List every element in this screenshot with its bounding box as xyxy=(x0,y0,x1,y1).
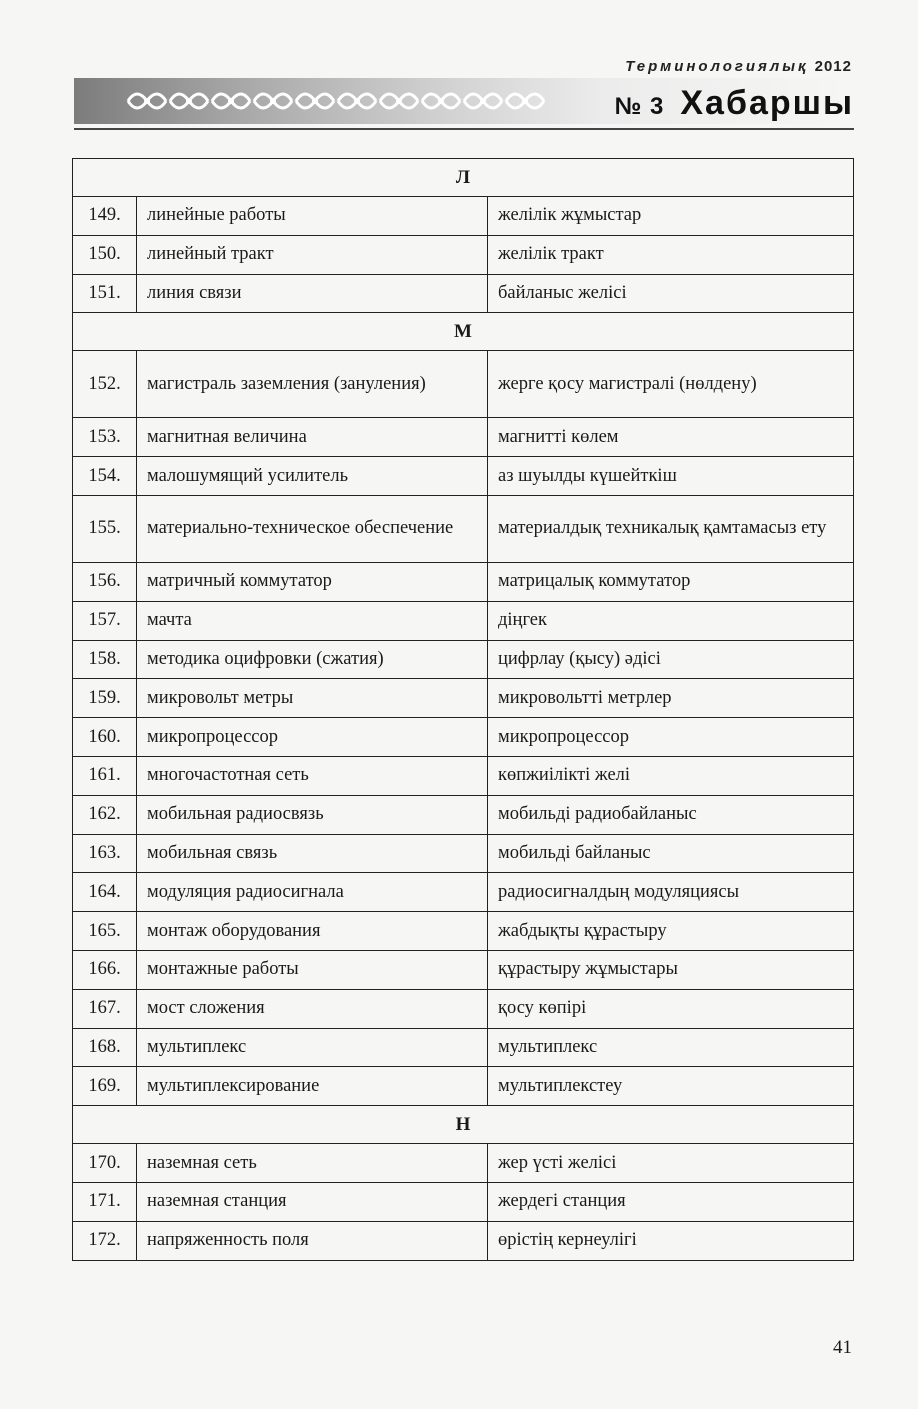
section-letter: Н xyxy=(73,1106,854,1144)
term-kazakh: матрицалық коммутатор xyxy=(488,562,854,601)
page-number: 41 xyxy=(833,1337,852,1358)
term-kazakh: мультиплекстеу xyxy=(488,1067,854,1106)
term-russian: линейный тракт xyxy=(137,235,488,274)
term-russian: напряженность поля xyxy=(137,1221,488,1260)
term-row xyxy=(73,950,854,989)
term-number: 170. xyxy=(73,1144,137,1183)
term-row xyxy=(73,1182,854,1221)
term-kazakh: мультиплекс xyxy=(488,1028,854,1067)
section-letter-row xyxy=(73,1106,854,1144)
header-divider xyxy=(74,128,854,130)
term-kazakh: жабдықты құрастыру xyxy=(488,912,854,951)
term-russian: наземная сеть xyxy=(137,1144,488,1183)
section-letter-row xyxy=(73,159,854,197)
term-row xyxy=(73,718,854,757)
term-number: 153. xyxy=(73,418,137,457)
term-number: 171. xyxy=(73,1182,137,1221)
term-russian: малошумящий усилитель xyxy=(137,457,488,496)
term-kazakh: жер үсті желісі xyxy=(488,1144,854,1183)
term-row xyxy=(73,197,854,236)
term-kazakh: аз шуылды күшейткіш xyxy=(488,457,854,496)
term-row xyxy=(73,235,854,274)
term-russian: монтажные работы xyxy=(137,950,488,989)
term-number: 157. xyxy=(73,601,137,640)
issue-heading xyxy=(615,84,854,123)
term-kazakh: мобильді радиобайланыс xyxy=(488,795,854,834)
term-number: 155. xyxy=(73,495,137,562)
term-row xyxy=(73,274,854,313)
term-kazakh: қосу көпірі xyxy=(488,989,854,1028)
term-kazakh: мобильді байланыс xyxy=(488,834,854,873)
term-row xyxy=(73,834,854,873)
term-russian: микровольт метры xyxy=(137,679,488,718)
term-russian: мобильная радиосвязь xyxy=(137,795,488,834)
term-number: 151. xyxy=(73,274,137,313)
term-number: 160. xyxy=(73,718,137,757)
term-number: 167. xyxy=(73,989,137,1028)
term-russian: линия связи xyxy=(137,274,488,313)
term-kazakh: материалдық техникалық қамтамасыз ету xyxy=(488,495,854,562)
term-kazakh: құрастыру жұмыстары xyxy=(488,950,854,989)
term-number: 172. xyxy=(73,1221,137,1260)
term-row xyxy=(73,989,854,1028)
term-russian: мобильная связь xyxy=(137,834,488,873)
section-letter-row xyxy=(73,313,854,351)
term-number: 166. xyxy=(73,950,137,989)
term-number: 162. xyxy=(73,795,137,834)
term-row xyxy=(73,756,854,795)
term-kazakh: микровольтті метрлер xyxy=(488,679,854,718)
term-row xyxy=(73,1221,854,1260)
term-number: 154. xyxy=(73,457,137,496)
term-number: 165. xyxy=(73,912,137,951)
term-kazakh: магнитті көлем xyxy=(488,418,854,457)
term-row xyxy=(73,1028,854,1067)
term-row xyxy=(73,795,854,834)
term-kazakh: жердегі станция xyxy=(488,1182,854,1221)
term-russian: микропроцессор xyxy=(137,718,488,757)
term-russian: линейные работы xyxy=(137,197,488,236)
term-kazakh: цифрлау (қысу) әдісі xyxy=(488,640,854,679)
term-kazakh: көпжиілікті желі xyxy=(488,756,854,795)
term-russian: методика оцифровки (сжатия) xyxy=(137,640,488,679)
term-row xyxy=(73,351,854,418)
term-russian: магнитная величина xyxy=(137,418,488,457)
term-row xyxy=(73,873,854,912)
term-number: 156. xyxy=(73,562,137,601)
journal-name: Терминологиялық xyxy=(625,58,809,75)
journal-year: 2012 xyxy=(814,58,852,75)
term-kazakh: радиосигналдың модуляциясы xyxy=(488,873,854,912)
term-russian: мачта xyxy=(137,601,488,640)
journal-title-line xyxy=(625,58,852,75)
term-row xyxy=(73,912,854,951)
term-row xyxy=(73,495,854,562)
term-russian: монтаж оборудования xyxy=(137,912,488,951)
term-number: 149. xyxy=(73,197,137,236)
section-letter: Л xyxy=(73,159,854,197)
term-russian: материально-техническое обеспечение xyxy=(137,495,488,562)
term-row xyxy=(73,562,854,601)
term-russian: модуляция радиосигнала xyxy=(137,873,488,912)
term-russian: мост сложения xyxy=(137,989,488,1028)
term-number: 152. xyxy=(73,351,137,418)
term-number: 168. xyxy=(73,1028,137,1067)
term-russian: мультиплексирование xyxy=(137,1067,488,1106)
term-kazakh: байланыс желісі xyxy=(488,274,854,313)
term-kazakh: өрістің кернеулігі xyxy=(488,1221,854,1260)
term-number: 163. xyxy=(73,834,137,873)
term-russian: мультиплекс xyxy=(137,1028,488,1067)
term-row xyxy=(73,1067,854,1106)
ornament-icon xyxy=(126,83,546,119)
term-kazakh: жерге қосу магистралі (нөлдену) xyxy=(488,351,854,418)
issue-number: № 3 xyxy=(614,93,665,120)
terms-table xyxy=(72,158,854,1261)
term-row xyxy=(73,640,854,679)
term-kazakh: діңгек xyxy=(488,601,854,640)
term-row xyxy=(73,1144,854,1183)
term-kazakh: микропроцессор xyxy=(488,718,854,757)
term-russian: наземная станция xyxy=(137,1182,488,1221)
term-row xyxy=(73,457,854,496)
term-row xyxy=(73,601,854,640)
term-number: 169. xyxy=(73,1067,137,1106)
term-number: 159. xyxy=(73,679,137,718)
term-number: 164. xyxy=(73,873,137,912)
term-row xyxy=(73,679,854,718)
term-russian: магистраль заземления (зануления) xyxy=(137,351,488,418)
term-row xyxy=(73,418,854,457)
term-number: 150. xyxy=(73,235,137,274)
term-kazakh: желілік тракт xyxy=(488,235,854,274)
issue-title: Хабаршы xyxy=(680,84,854,122)
term-number: 158. xyxy=(73,640,137,679)
term-number: 161. xyxy=(73,756,137,795)
term-russian: многочастотная сеть xyxy=(137,756,488,795)
section-letter: М xyxy=(73,313,854,351)
term-russian: матричный коммутатор xyxy=(137,562,488,601)
term-kazakh: желілік жұмыстар xyxy=(488,197,854,236)
